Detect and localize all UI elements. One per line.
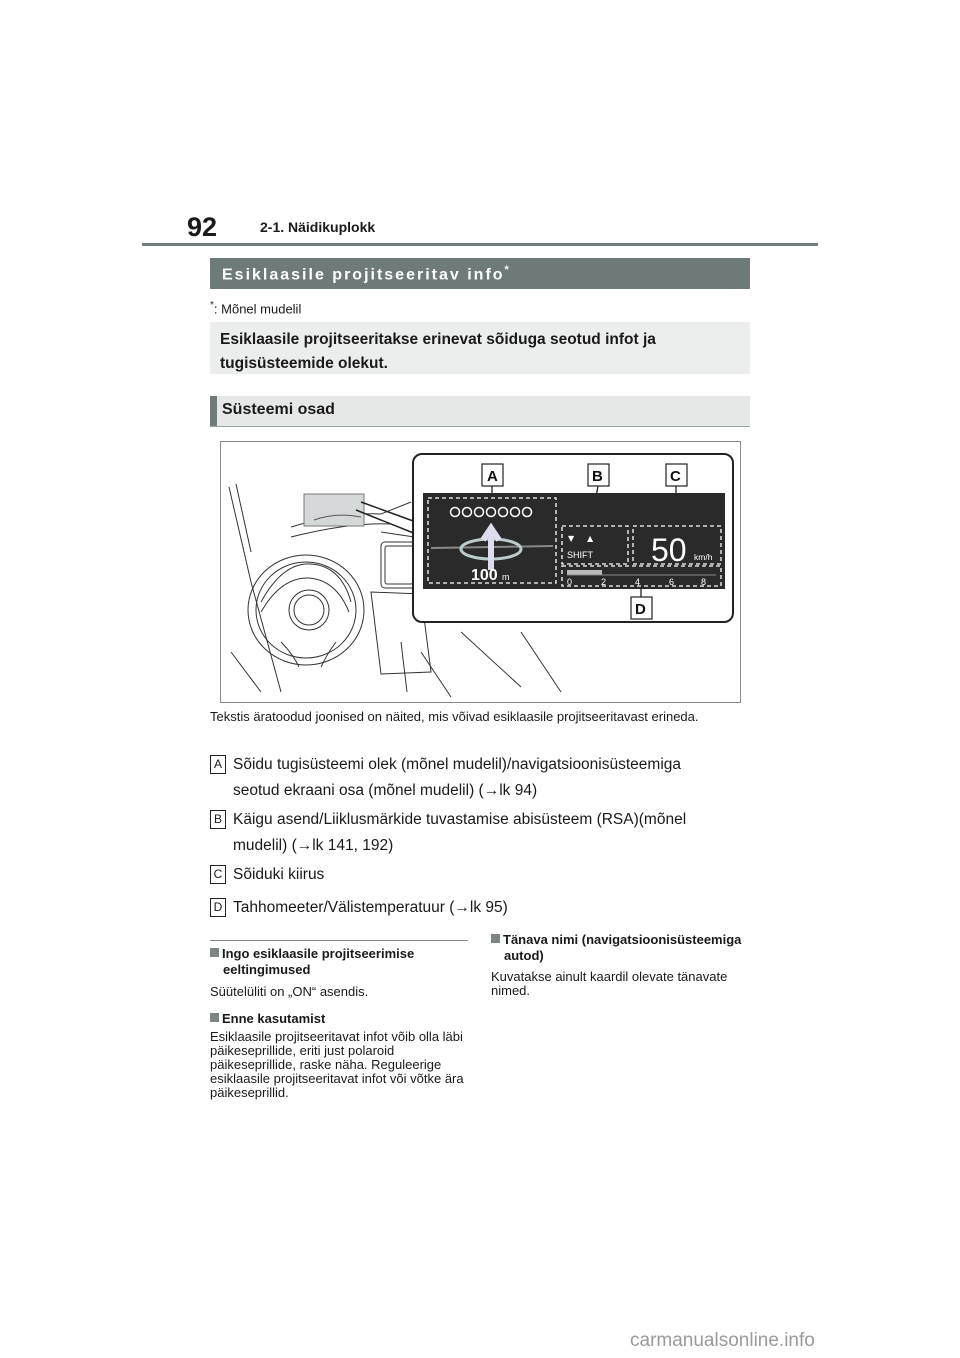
tach-tick-2: 2 xyxy=(601,577,607,587)
tach-tick-6: 6 xyxy=(669,577,675,587)
tach-tick-4: 4 xyxy=(635,577,641,587)
legend-item-a xyxy=(210,752,750,804)
summary-box xyxy=(210,322,750,374)
speed-unit: km/h xyxy=(694,552,713,562)
bullet-square-icon xyxy=(210,1013,219,1022)
legend-text-c: Sõiduki kiirus xyxy=(233,866,325,883)
legend-badge-b: B xyxy=(210,810,226,829)
subheading-text: Süsteemi osad xyxy=(222,401,335,418)
callout-b: B xyxy=(592,468,603,485)
figure-caption: Tekstis äratoodud joonised on näited, mis võivad esiklaasile projitseeritavast erineda. xyxy=(210,709,699,724)
legend-text-b-line2: mudelil) (→lk 141, 192) xyxy=(233,837,394,854)
tach-tick-8: 8 xyxy=(701,577,707,587)
watermark: carmanualsonline.info xyxy=(630,1330,815,1351)
left-heading-2: Enne kasutamist xyxy=(222,1011,326,1026)
left-paragraph-2: Esiklaasile projitseeritavat infot võib olla läbi päikeseprillide, eriti just polaroid päikeseprillide, raske näha. Reguleerige esiklaasile projitseeritavat infot või võtke ära päikeseprillid. xyxy=(210,1029,464,1100)
callout-c: C xyxy=(670,468,681,485)
section-title: 2-1. Näidikuplokk xyxy=(260,219,376,235)
right-heading-1: Tänava nimi (navigatsioonisüsteemiga autod) xyxy=(503,932,742,963)
steering-wheel-icon xyxy=(248,555,364,665)
speed-value: 50 xyxy=(651,532,687,568)
legend-text-a-line1: Sõidu tugisüsteemi olek (mõnel mudelil)/navigatsioonisüsteemiga xyxy=(233,756,682,773)
left-column xyxy=(210,946,468,1100)
left-column-rule xyxy=(210,940,468,941)
bullet-square-icon xyxy=(491,934,500,943)
legend-text-b-line1: Käigu asend/Liiklusmärkide tuvastamise abisüsteem (RSA)(mõnel xyxy=(233,811,687,828)
legend-item-d xyxy=(210,895,750,921)
footnote-text: : Mõnel mudelil xyxy=(213,301,302,317)
nav-distance: 100 xyxy=(471,567,498,584)
banner-title: Esiklaasile projitseeritav info xyxy=(222,266,505,284)
hud-projection xyxy=(304,494,364,526)
nav-distance-unit: m xyxy=(502,572,510,582)
right-column xyxy=(491,932,749,998)
shift-up-icon: ▲ xyxy=(587,534,594,543)
legend-text-d: Tahhomeeter/Välistemperatuur (→lk 95) xyxy=(233,899,508,916)
shift-label: SHIFT xyxy=(567,550,593,560)
footnote-mark: * xyxy=(210,300,214,311)
system-figure xyxy=(220,441,741,703)
tach-fill xyxy=(567,570,602,575)
callout-d: D xyxy=(635,601,646,618)
callout-a: A xyxy=(487,468,498,485)
footnote xyxy=(210,300,301,316)
legend-item-b xyxy=(210,807,750,859)
summary-text: Esiklaasile projitseeritakse erinevat sõiduga seotud infot ja tugisüsteemide olekut. xyxy=(220,331,656,372)
subheading-accent xyxy=(210,396,217,426)
bullet-square-icon xyxy=(210,948,219,957)
left-paragraph-1: Süütelüliti on „ON“ asendis. xyxy=(210,984,369,999)
legend-item-c xyxy=(210,862,750,888)
legend-text-a-line2: seotud ekraani osa (mõnel mudelil) (→lk 94) xyxy=(233,782,538,799)
shift-down-icon: ▼ xyxy=(568,534,575,543)
tach-tick-0: 0 xyxy=(567,577,573,587)
banner-footnote-mark: * xyxy=(504,264,509,276)
legend-badge-d: D xyxy=(210,898,226,917)
legend-badge-a: A xyxy=(210,755,226,774)
subheading-box xyxy=(210,396,750,427)
header-divider xyxy=(142,243,818,246)
right-paragraph-1: Kuvatakse ainult kaardil olevate tänavate nimed. xyxy=(491,969,728,998)
page-number: 92 xyxy=(187,212,218,242)
chapter-banner xyxy=(210,258,750,289)
legend-badge-c: C xyxy=(210,865,226,884)
hud-zoom-panel xyxy=(411,452,736,624)
left-heading-1: Ingo esiklaasile projitseerimise eeltingimused xyxy=(222,946,415,977)
